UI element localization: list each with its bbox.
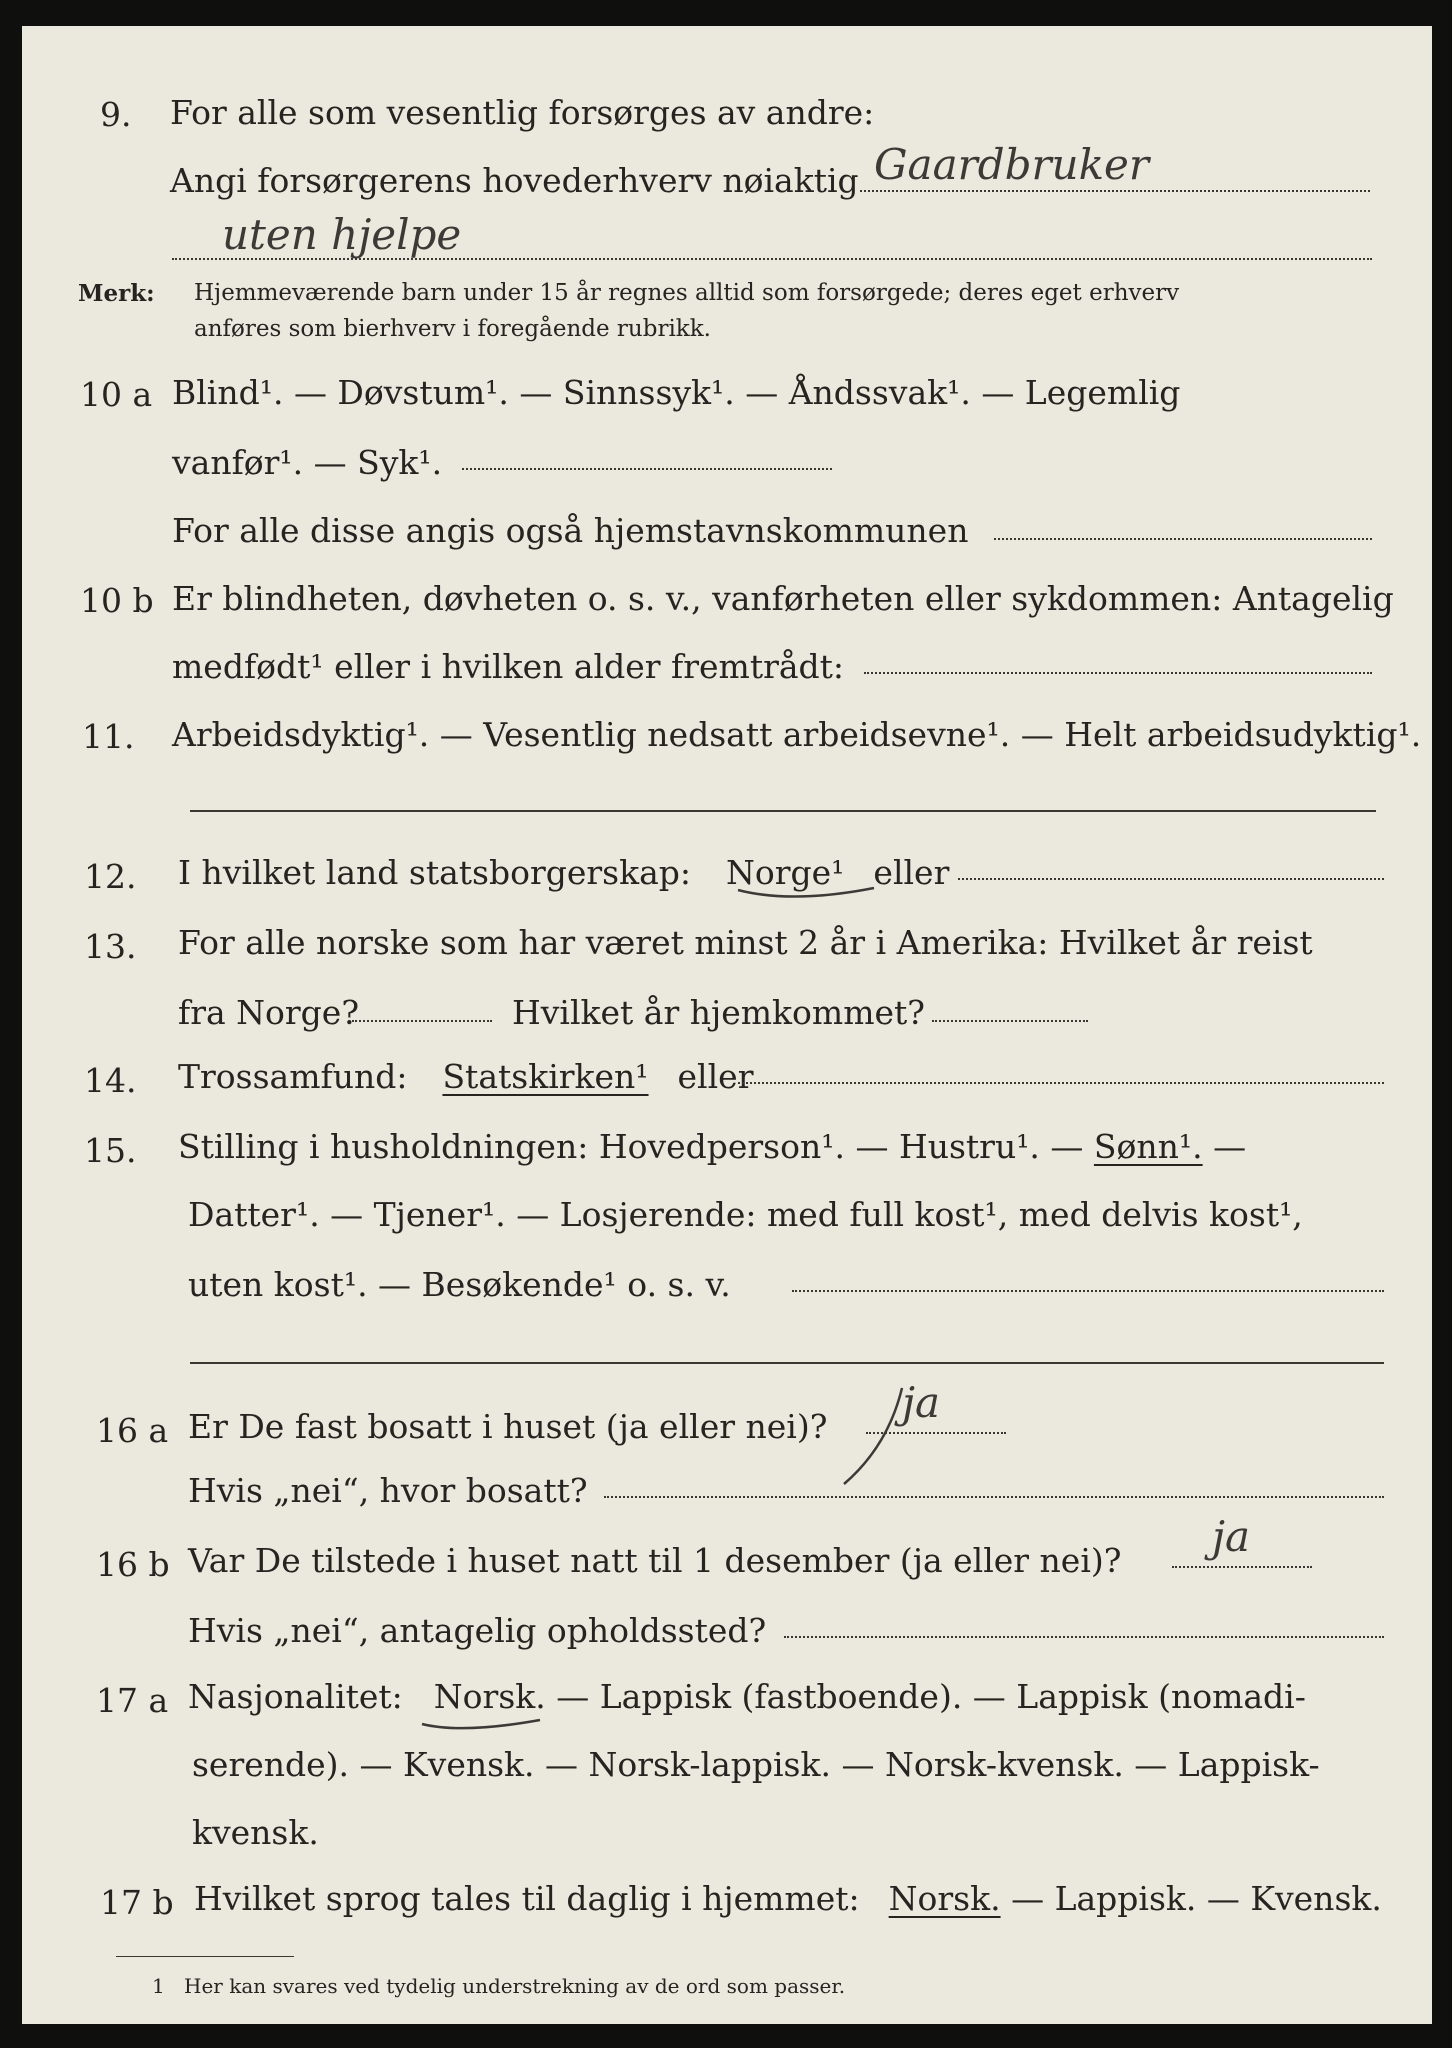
q14-prompt: Trossamfund: [178, 1057, 408, 1096]
q17a-underline-mark [22, 26, 1432, 2024]
footnote-separator [116, 1956, 294, 1957]
footnote-text: Her kan svares ved tydelig understrekning av de ord som passer. [184, 1974, 846, 1998]
q10a-line1: Blind¹. — Døvstum¹. — Sinnssyk¹. — Åndssvak¹. — Legemlig [172, 373, 1181, 412]
q16b-number: 16 b [96, 1545, 170, 1584]
q13-line2b: Hvilket år hjemkommet? [512, 993, 925, 1032]
census-form-page [22, 26, 1432, 2024]
footnote-mark: 1 [152, 1974, 165, 1998]
merk-line1: Hjemmeværende barn under 15 år regnes alltid som forsørgede; deres eget erhverv [194, 280, 1180, 306]
q16a-line1: Er De fast bosatt i huset (ja eller nei)? [188, 1407, 828, 1446]
q10a-number: 10 a [80, 375, 153, 414]
q10b-line2: medfødt¹ eller i hvilken alder fremtrådt: [172, 647, 845, 686]
q17a-line1-rest: — Lappisk (fastboende). — Lappisk (nomadi- [556, 1677, 1306, 1716]
q17b-line1 [194, 1879, 1382, 1918]
q9-handwritten-answer2: uten hjelpe [222, 210, 462, 259]
q12-prompt: I hvilket land statsborgerskap: [178, 853, 692, 892]
q10a-line3: For alle disse angis også hjemstavnskommunen [172, 511, 969, 550]
q17b-option-norsk[interactable]: Norsk. [888, 1879, 1001, 1918]
q16a-number: 16 a [96, 1411, 169, 1450]
merk-line2: anføres som bierhverv i foregående rubrikk. [194, 316, 711, 342]
q16b-line2: Hvis „nei“, antagelig opholdssted? [188, 1611, 767, 1650]
q15-line1-dash: — [1213, 1127, 1247, 1166]
q15-line1-options: Stilling i husholdningen: Hovedperson¹. — Hustru¹. — [178, 1127, 1084, 1166]
q16a-line2: Hvis „nei“, hvor bosatt? [188, 1471, 588, 1510]
q14-eller: eller [677, 1057, 754, 1096]
q11-line1: Arbeidsdyktig¹. — Vesentlig nedsatt arbeidsevne¹. — Helt arbeidsudyktig¹. [172, 715, 1422, 754]
q17a-prompt: Nasjonalitet: [188, 1677, 403, 1716]
q13-number: 13. [84, 927, 137, 966]
q16b-handwritten-answer: ja [1212, 1512, 1251, 1561]
q10b-line1: Er blindheten, døvheten o. s. v., vanførheten eller sykdommen: Antagelig [172, 579, 1394, 618]
q15-option-sonn[interactable]: Sønn¹. [1093, 1127, 1203, 1166]
q16b-line1: Var De tilstede i huset natt til 1 desember (ja eller nei)? [188, 1541, 1122, 1580]
q17b-number: 17 b [100, 1883, 174, 1922]
q12-eller: eller [873, 853, 950, 892]
q15-line3: uten kost¹. — Besøkende¹ o. s. v. [188, 1265, 731, 1304]
q13-line2a: fra Norge? [178, 993, 360, 1032]
merk-label: Merk: [78, 280, 155, 307]
q9-number: 9. [100, 95, 132, 134]
q17a-line2: serende). — Kvensk. — Norsk-lappisk. — Norsk-kvensk. — Lappisk- [192, 1745, 1320, 1784]
q17b-prompt: Hvilket sprog tales til daglig i hjemmet: [194, 1879, 860, 1918]
q17a-option-norsk[interactable]: Norsk. [433, 1677, 546, 1716]
q14-number: 14. [84, 1061, 137, 1100]
q10a-line2: vanfør¹. — Syk¹. [172, 443, 443, 482]
q17a-line3: kvensk. [192, 1813, 319, 1852]
q9-handwritten-answer1: Gaardbruker [874, 140, 1149, 189]
q16a-handwritten-answer: ja [902, 1378, 941, 1427]
q14-option-statskirken[interactable]: Statskirken¹ [442, 1057, 649, 1096]
q9-line1: For alle som vesentlig forsørges av andre: [170, 93, 875, 132]
q9-line2: Angi forsørgerens hovederhverv nøiaktig [170, 161, 859, 200]
q10b-number: 10 b [80, 581, 154, 620]
q17a-number: 17 a [96, 1681, 169, 1720]
q12-option-norge[interactable]: Norge¹ [726, 853, 845, 892]
q15-line2: Datter¹. — Tjener¹. — Losjerende: med full kost¹, med delvis kost¹, [188, 1195, 1303, 1234]
q12-number: 12. [84, 857, 137, 896]
q15-number: 15. [84, 1131, 137, 1170]
q13-line1: For alle norske som har været minst 2 år i Amerika: Hvilket år reist [178, 923, 1313, 962]
q17b-line1-rest: — Lappisk. — Kvensk. [1011, 1879, 1382, 1918]
q11-number: 11. [82, 717, 135, 756]
